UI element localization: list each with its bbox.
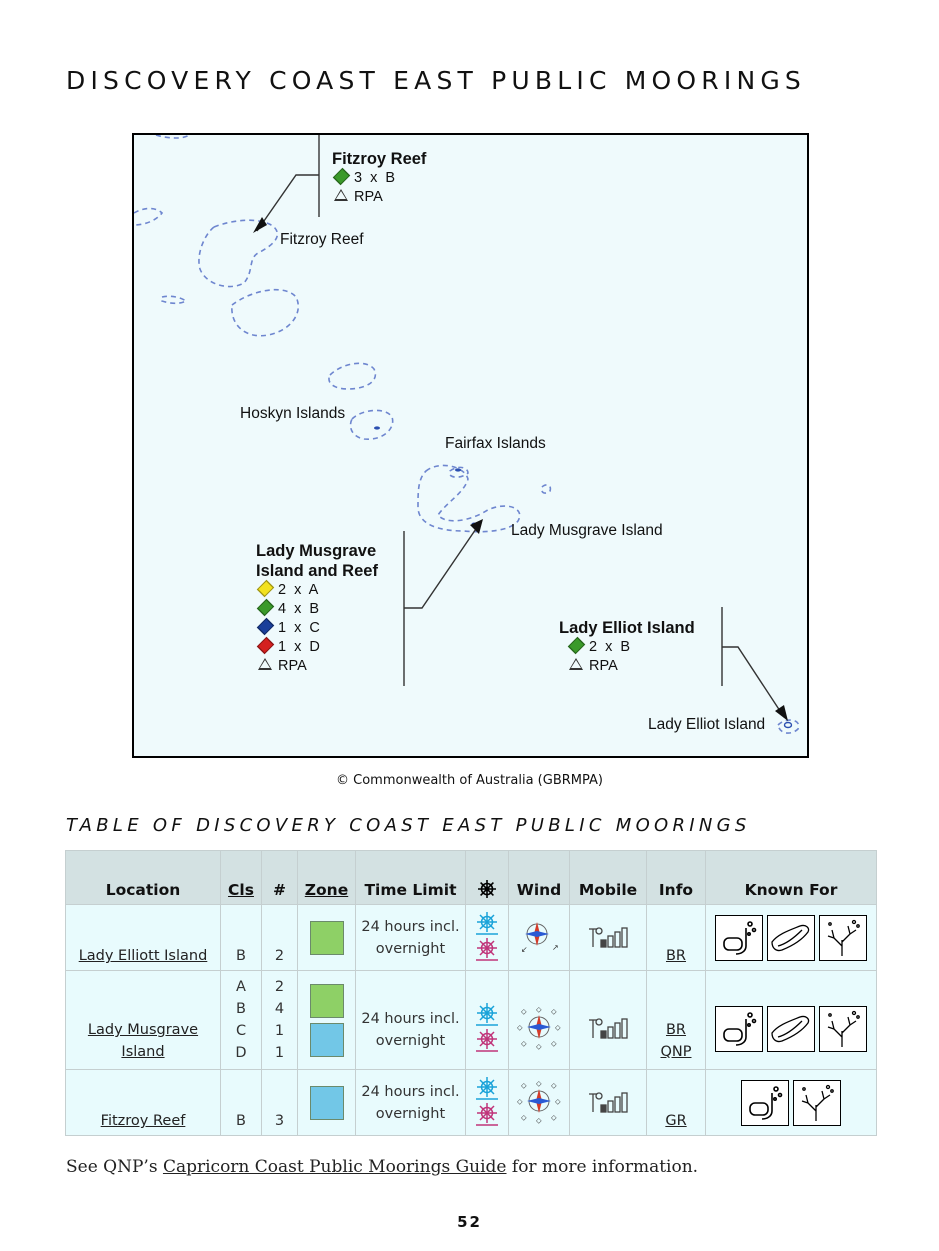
count-cell: 3 [262, 1070, 298, 1136]
header-count: # [262, 851, 298, 905]
manta-ray-icon [767, 1006, 815, 1052]
table-row [66, 1070, 877, 1136]
legend-row: 2 x A [256, 581, 378, 600]
known-for-cell [706, 971, 877, 1070]
svg-text:↙: ↙ [521, 944, 528, 954]
helm-icon [477, 879, 497, 899]
svg-text:⬦: ⬦ [536, 1042, 542, 1050]
zone-green-swatch [310, 921, 344, 955]
time-limit-cell: 24 hours incl. overnight [356, 905, 466, 971]
svg-text:⬦: ⬦ [521, 1007, 527, 1016]
map-credit: © Commonwealth of Australia (GBRMPA) [336, 773, 603, 788]
legend-title-line-2: Island and Reef [256, 562, 378, 580]
diamond-blue-icon [256, 618, 274, 636]
helm-icons-pair [474, 1000, 500, 1054]
label-fairfax-islands: Fairfax Islands [445, 435, 546, 452]
legend-lady-elliot [559, 618, 695, 676]
header-wind: Wind [509, 851, 570, 905]
svg-text:⬦: ⬦ [555, 1096, 561, 1106]
svg-text:⬦: ⬦ [555, 1023, 561, 1032]
wind-compass-all-icon [516, 1078, 562, 1124]
zone-blue-swatch [310, 1023, 344, 1057]
diamond-green-icon [567, 637, 585, 655]
count-cell: 2 4 1 1 [262, 971, 298, 1070]
legend-lady-musgrave [256, 541, 378, 676]
info-link-qnp[interactable]: QNP [660, 1044, 692, 1060]
wind-cell [509, 1070, 570, 1136]
helm-blue-icon [477, 1003, 497, 1023]
helm-cell [466, 971, 509, 1070]
helm-cell [466, 905, 509, 971]
location-cell [66, 905, 221, 971]
svg-text:⬦: ⬦ [536, 1115, 542, 1124]
zone-blue-swatch [310, 1086, 344, 1120]
mobile-cell [570, 1070, 647, 1136]
info-link[interactable]: GR [665, 1113, 687, 1129]
svg-text:⬦: ⬦ [521, 1112, 527, 1122]
coral-icon [793, 1080, 841, 1126]
legend-row: 1 x C [256, 619, 378, 638]
zone-cell [298, 971, 356, 1070]
diamond-green-icon [332, 168, 350, 186]
moorings-table [65, 850, 877, 1136]
helm-blue-icon [477, 912, 497, 932]
triangle-icon [258, 658, 272, 670]
label-hoskyn-islands: Hoskyn Islands [240, 405, 346, 422]
helm-icons-pair [474, 1074, 500, 1128]
snorkel-icon [715, 915, 763, 961]
table-header-row [66, 851, 877, 905]
info-link-br[interactable]: BR [665, 1022, 687, 1038]
mobile-signal-icon [585, 1014, 631, 1040]
legend-title-line-1: Lady Musgrave [256, 542, 377, 560]
mobile-cell [570, 905, 647, 971]
legend-row: RPA [332, 188, 426, 207]
header-time-limit: Time Limit [356, 851, 466, 905]
wind-cell [509, 905, 570, 971]
info-cell [647, 1070, 706, 1136]
page-title: DISCOVERY COAST EAST PUBLIC MOORINGS [66, 66, 806, 95]
moorings-map [132, 133, 809, 758]
mobile-cell [570, 971, 647, 1070]
helm-pink-icon [477, 938, 497, 958]
helm-cell [466, 1070, 509, 1136]
diamond-red-icon [256, 637, 274, 655]
helm-pink-icon [477, 1029, 497, 1049]
manta-ray-icon [767, 915, 815, 961]
header-cls: Cls [221, 851, 262, 905]
helm-blue-icon [477, 1077, 497, 1097]
info-cell [647, 905, 706, 971]
header-known-for: Known For [706, 851, 877, 905]
location-link[interactable]: Lady Musgrave Island [87, 1022, 199, 1060]
location-link[interactable]: Fitzroy Reef [100, 1113, 186, 1129]
helm-pink-icon [477, 1103, 497, 1123]
legend-title: Lady Elliot Island [559, 619, 695, 637]
header-info: Info [647, 851, 706, 905]
header-zone: Zone [298, 851, 356, 905]
time-limit-cell: 24 hours incl. overnight [356, 971, 466, 1070]
label-fitzroy-reef: Fitzroy Reef [280, 231, 364, 248]
wind-compass-all-icon [516, 1004, 562, 1050]
coral-icon [819, 1006, 867, 1052]
svg-text:⬦: ⬦ [521, 1080, 527, 1090]
legend-row: 3 x B [332, 169, 426, 188]
location-cell [66, 971, 221, 1070]
svg-text:↗: ↗ [552, 942, 559, 952]
svg-text:⬦: ⬦ [517, 1023, 523, 1032]
info-link[interactable]: BR [665, 948, 687, 964]
cls-cell: B [221, 1070, 262, 1136]
label-lady-musgrave-island: Lady Musgrave Island [511, 522, 663, 539]
moorings-guide-link[interactable]: Capricorn Coast Public Moorings Guide [162, 1157, 507, 1177]
cls-cell: A B C D [221, 971, 262, 1070]
legend-fitzroy-reef [332, 149, 426, 207]
triangle-icon [569, 658, 583, 670]
header-mobile: Mobile [570, 851, 647, 905]
page-number: 52 [457, 1213, 482, 1231]
svg-text:⬦: ⬦ [521, 1039, 527, 1048]
zone-cell [298, 1070, 356, 1136]
svg-text:⬦: ⬦ [551, 1080, 557, 1090]
location-link[interactable]: Lady Elliott Island [78, 948, 208, 964]
zone-cell [298, 905, 356, 971]
cls-cell: B [221, 905, 262, 971]
svg-text:⬦: ⬦ [551, 1007, 557, 1016]
count-cell: 2 [262, 905, 298, 971]
triangle-icon [334, 189, 348, 201]
snorkel-icon [741, 1080, 789, 1126]
legend-row: 4 x B [256, 600, 378, 619]
info-cell [647, 971, 706, 1070]
zone-green-swatch [310, 984, 344, 1018]
svg-text:⬦: ⬦ [517, 1096, 523, 1106]
helm-icons-pair [474, 909, 500, 963]
table-row [66, 905, 877, 971]
header-helm [466, 851, 509, 905]
mobile-signal-icon [585, 1088, 631, 1114]
svg-text:⬦: ⬦ [551, 1039, 557, 1048]
coral-icon [819, 915, 867, 961]
legend-row: RPA [256, 657, 378, 676]
label-lady-elliot-island: Lady Elliot Island [648, 716, 766, 733]
legend-row: 2 x B [559, 638, 695, 657]
location-cell [66, 1070, 221, 1136]
footnote: See QNP’s Capricorn Coast Public Moorings Guide for more information. [66, 1157, 699, 1177]
svg-text:⬦: ⬦ [551, 1112, 557, 1122]
legend-row: 1 x D [256, 638, 378, 657]
mobile-signal-icon [585, 923, 631, 949]
wind-compass-icon [517, 916, 561, 956]
svg-text:⬦: ⬦ [536, 1005, 542, 1014]
diamond-yellow-icon [256, 580, 274, 598]
table-title: TABLE OF DISCOVERY COAST EAST PUBLIC MOORINGS [66, 815, 751, 836]
legend-title: Fitzroy Reef [332, 150, 427, 168]
time-limit-cell: 24 hours incl. overnight [356, 1070, 466, 1136]
snorkel-icon [715, 1006, 763, 1052]
legend-row: RPA [559, 657, 695, 676]
diamond-green-icon [256, 599, 274, 617]
table-row [66, 971, 877, 1070]
wind-cell [509, 971, 570, 1070]
known-for-cell [706, 1070, 877, 1136]
known-for-cell [706, 905, 877, 971]
header-location: Location [66, 851, 221, 905]
svg-text:⬦: ⬦ [536, 1078, 542, 1088]
